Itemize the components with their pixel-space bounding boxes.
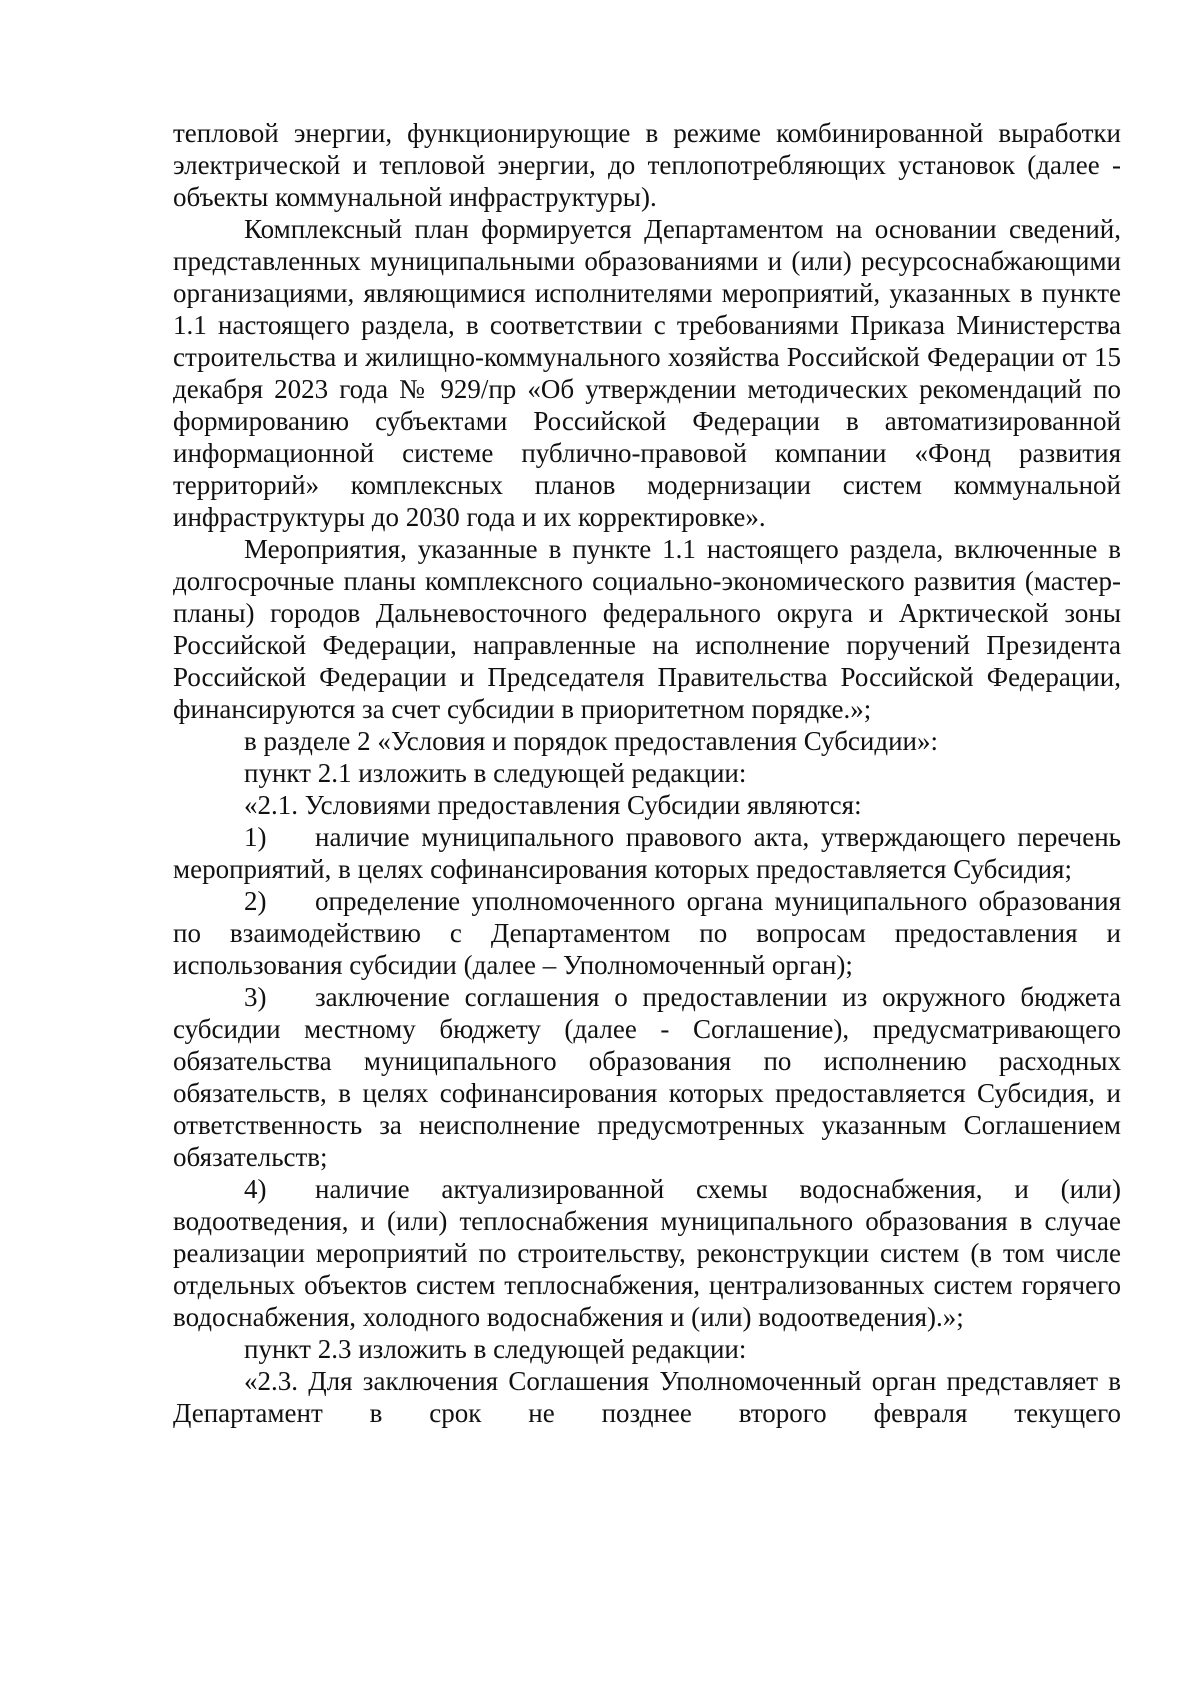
paragraph-measures: Мероприятия, указанные в пункте 1.1 настоящего раздела, включенные в долгосрочные планы комплексного социально-экономического развития (мастер-планы) городов Дальневосточного федерального округа и Арктической зоны Российской Федерации, направленные на исполнение поручений Президента Российской Федерации и Председателя Правительства Российской Федерации, финансируются за счет субсидии в приоритетном порядке.»; (173, 534, 1121, 724)
list-item-text: определение уполномоченного органа муниципального образования по взаимодействию с Департаментом по вопросам предоставления и использования субсидии (далее – Уполномоченный орган); (173, 886, 1121, 980)
paragraph-point-2-3-intro: пункт 2.3 изложить в следующей редакции: (244, 1334, 747, 1364)
list-item-3 (173, 981, 1121, 1173)
list-item-1 (173, 821, 1121, 885)
list-item-number: 4) (244, 1174, 267, 1204)
paragraph-complex-plan: Комплексный план формируется Департаментом на основании сведений, представленных муниципальными образованиями и (или) ресурсоснабжающими организациями, являющимися исполнителями мероприятий, указанных в пункте 1.1 настоящего раздела, в соответствии с требованиями Приказа Министерства строительства и жилищно-коммунального хозяйства Российской Федерации от 15 декабря 2023 года № 929/пр «Об утверждении методических рекомендаций по формированию субъектами Российской Федерации в автоматизированной информационной системе публично-правовой компании «Фонд развития территорий» комплексных планов модернизации систем коммунальной инфраструктуры до 2030 года и их корректировке». (173, 214, 1121, 532)
paragraph-section-2: в разделе 2 «Условия и порядок предоставления Субсидии»: (244, 726, 938, 756)
paragraph-point-2-1-intro: пункт 2.1 изложить в следующей редакции: (244, 758, 747, 788)
paragraph-point-2-1: «2.1. Условиями предоставления Субсидии являются: (244, 790, 862, 820)
list-item-number: 3) (244, 982, 267, 1012)
list-item-text: наличие муниципального правового акта, утверждающего перечень мероприятий, в целях софинансирования которых предоставляется Субсидия; (173, 822, 1121, 884)
document-page (173, 117, 1121, 1429)
list-item-2 (173, 885, 1121, 981)
list-item-text: наличие актуализированной схемы водоснабжения, и (или) водоотведения, и (или) теплоснабжения муниципального образования в случае реализации мероприятий по строительству, реконструкции систем (в том числе отдельных объектов систем теплоснабжения, централизованных систем горячего водоснабжения, холодного водоснабжения и (или) водоотведения).»; (173, 1174, 1121, 1332)
paragraph-continuation: тепловой энергии, функционирующие в режиме комбинированной выработки электрической и тепловой энергии, до теплопотребляющих установок (далее - объекты коммунальной инфраструктуры). (173, 118, 1121, 212)
list-item-number: 1) (244, 822, 267, 852)
paragraph-point-2-3: «2.3. Для заключения Соглашения Уполномоченный орган представляет в Департамент в срок не позднее второго февраля текущего (173, 1366, 1121, 1428)
list-item-number: 2) (244, 886, 267, 916)
list-item-text: заключение соглашения о предоставлении из окружного бюджета субсидии местному бюджету (далее - Соглашение), предусматривающего обязательства муниципального образования по исполнению расходных обязательств, в целях софинансирования которых предоставляется Субсидия, и ответственность за неисполнение предусмотренных указанным Соглашением обязательств; (173, 982, 1121, 1172)
list-item-4 (173, 1173, 1121, 1333)
